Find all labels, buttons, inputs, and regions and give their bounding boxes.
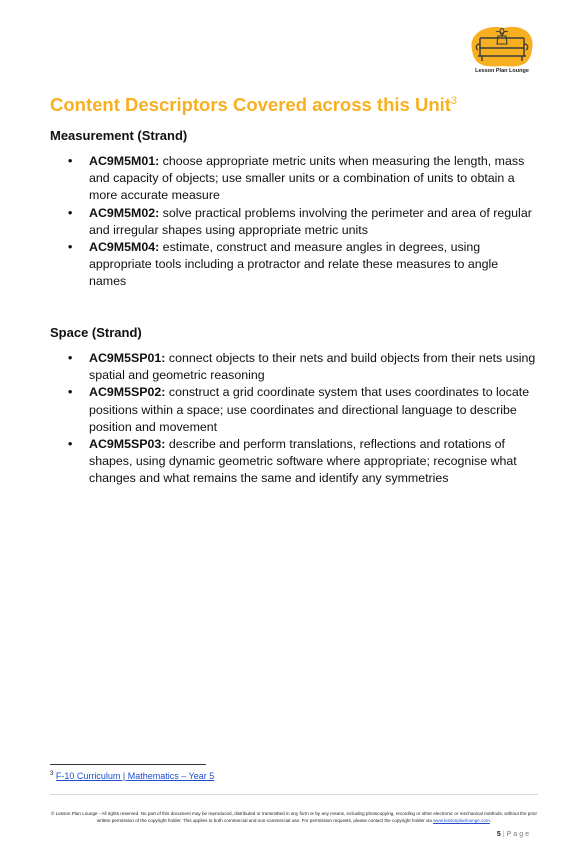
descriptor-code: AC9M5M02: — [89, 205, 160, 220]
list-item — [68, 350, 538, 384]
descriptor-text: describe and perform translations, reflections and rotations of shapes, using dynamic geometric software where appropriate; recognise what changes and what remains the same and identify any symmetries — [89, 437, 517, 486]
footnote-curriculum-link[interactable]: F-10 Curriculum | Mathematics – Year 5 — [55, 771, 215, 781]
page-title-text: Content Descriptors Covered across this Unit — [50, 94, 451, 115]
list-item — [68, 239, 538, 291]
bullet-icon: • — [68, 154, 73, 168]
bullet-icon: • — [68, 437, 73, 452]
descriptor-code: AC9M5M01: — [89, 154, 160, 168]
list-item — [68, 436, 538, 488]
footnote-number: 3 — [50, 771, 54, 777]
footnote — [50, 771, 214, 781]
title-footnote-ref[interactable]: 3 — [450, 94, 458, 107]
descriptor-text: choose appropriate metric units when measuring the length, mass and capacity of objects; use smaller units or a combination of units to obtain a more accurate measure — [89, 154, 525, 203]
logo-caption: Lesson Plan Lounge — [475, 68, 529, 74]
descriptor-text: solve practical problems involving the perimeter and area of regular and irregular shapes using appropriate metric units — [89, 205, 532, 237]
descriptor-code: AC9M5SP02: — [89, 385, 166, 400]
strand-heading-measurement: Measurement (Strand) — [50, 128, 188, 143]
descriptor-code: AC9M5SP01: — [89, 351, 166, 365]
strand-heading-space: Space (Strand) — [50, 325, 142, 340]
copyright-notice — [50, 811, 538, 824]
lesson-plan-lounge-logo-icon — [466, 22, 538, 72]
page-word: Page — [506, 831, 531, 838]
page-number-value: 5 — [496, 831, 501, 838]
page-number-separator: | — [502, 831, 505, 838]
space-descriptor-list — [68, 350, 538, 488]
descriptor-text: estimate, construct and measure angles in degrees, using appropriate tools including a protractor and relate these measures to angle names — [89, 240, 499, 289]
list-item — [68, 205, 538, 239]
footnote-divider — [50, 764, 206, 765]
list-item — [68, 153, 538, 205]
copyright-text: © Lesson Plan Lounge - All rights reserved. No part of this document may be reproduced, distributed or transmitted in any form or by any means, including photocopying, recording or other electronic or mechanical methods, without the prior written permission of the copyright holder. This applies to both commercial and non-commercial use. For permission requests, please contact the copyright holder via — [51, 811, 537, 823]
website-link[interactable]: www.lessonplanlounge.com — [433, 817, 490, 823]
page-number — [497, 831, 531, 838]
bullet-icon: • — [68, 385, 73, 400]
page-title — [50, 94, 457, 116]
descriptor-code: AC9M5M04: — [89, 240, 160, 255]
footer-divider — [50, 794, 538, 795]
descriptor-code: AC9M5SP03: — [89, 437, 166, 452]
descriptor-text: construct a grid coordinate system that uses coordinates to locate positions within a space; use coordinates and directional language to describe position and movement — [89, 385, 530, 434]
measurement-descriptor-list — [68, 153, 538, 291]
list-item — [68, 384, 538, 436]
bullet-icon: • — [68, 240, 73, 255]
bullet-icon: • — [68, 351, 73, 365]
bullet-icon: • — [68, 205, 73, 220]
copyright-suffix: . — [489, 817, 492, 823]
descriptor-text: connect objects to their nets and build objects from their nets using spatial and geometric reasoning — [89, 351, 536, 383]
